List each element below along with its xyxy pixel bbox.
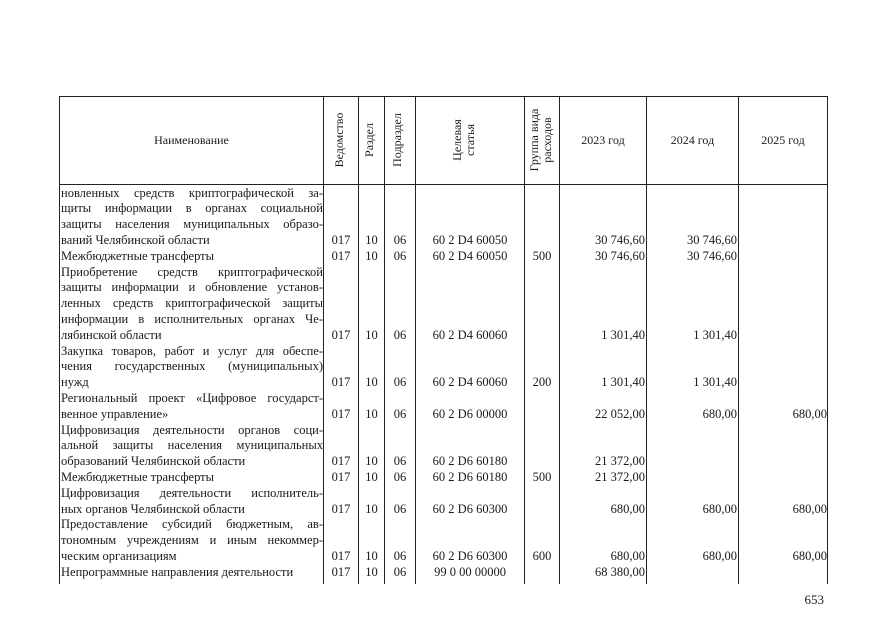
cell-gruppa: 600 (532, 548, 552, 563)
cell-2024: 1 301,40 (693, 375, 737, 390)
row-name-line: альной защиты населения муниципальных (61, 438, 323, 453)
row-name-line: информации в исполнительных органах Че- (61, 311, 323, 326)
cell-2024: 30 746,60 (687, 232, 737, 247)
cell-2023: 21 372,00 (595, 469, 645, 484)
row-name-line: Межбюджетные трансферты (61, 248, 215, 263)
row-name-line: венное управление» (61, 406, 169, 421)
header-gruppa (528, 85, 556, 195)
cell-celevaya: 60 2 D6 60180 (432, 454, 508, 469)
row-name-line: чения государственных (муниципальных) (61, 359, 323, 374)
row-name-line: новленных средств криптографической за- (61, 185, 323, 200)
header-name: Наименование (154, 133, 229, 147)
col-border-grp (524, 96, 525, 584)
cell-2023: 1 301,40 (601, 327, 645, 342)
cell-podrazdel: 06 (393, 454, 407, 469)
cell-celevaya: 60 2 D4 60050 (432, 232, 508, 247)
header-2023: 2023 год (581, 133, 625, 147)
row-name-line: тономным учреждениям и иным некоммер- (61, 533, 323, 548)
page-number: 653 (804, 592, 824, 607)
header-gruppa-line1: Группа вида (527, 108, 541, 172)
row-name-line: образований Челябинской области (61, 454, 246, 469)
header-podrazdel: Подраздел (390, 113, 404, 167)
cell-2023: 30 746,60 (595, 232, 645, 247)
cell-razdel: 10 (365, 548, 378, 563)
row-name-line: Цифровизация деятельности исполнитель- (61, 485, 323, 500)
cell-2025: 680,00 (792, 501, 827, 516)
cell-2023: 680,00 (610, 548, 645, 563)
cell-vedomstvo: 017 (331, 469, 351, 484)
cell-2024: 680,00 (702, 548, 737, 563)
row-name-line: Предоставление субсидий бюджетным, ав- (61, 517, 323, 532)
cell-celevaya: 60 2 D4 60060 (432, 375, 508, 390)
row-name-line: защиты информации и обновление установ- (61, 280, 323, 295)
cell-razdel: 10 (365, 454, 378, 469)
cell-podrazdel: 06 (393, 564, 407, 579)
cell-2024: 1 301,40 (693, 327, 737, 342)
row-name-line: Приобретение средств криптографической (61, 264, 323, 279)
cell-celevaya: 60 2 D6 00000 (432, 406, 508, 421)
cell-razdel: 10 (365, 406, 378, 421)
cell-razdel: 10 (365, 469, 378, 484)
header-razdel: Раздел (362, 123, 376, 157)
row-name-line: Цифровизация деятельности органов соци- (61, 422, 323, 437)
row-name-line: Непрограммные направления деятельности (61, 564, 294, 579)
row-name-line: ваний Челябинской области (61, 232, 210, 247)
row-name-line: защиты населения муниципальных образо- (61, 217, 323, 232)
row-name-line: ных органов Челябинской области (61, 501, 245, 516)
cell-razdel: 10 (365, 501, 378, 516)
header-celevaya-line2: статья (463, 124, 477, 156)
row-name-line: Межбюджетные трансферты (61, 469, 215, 484)
cell-vedomstvo: 017 (331, 327, 351, 342)
row-name-line: нужд (61, 375, 89, 390)
row-name-line: Закупка товаров, работ и услуг для обеспе- (61, 343, 323, 358)
cell-2023: 680,00 (610, 501, 645, 516)
cell-gruppa: 500 (532, 248, 552, 263)
budget-table (59, 96, 828, 584)
cell-vedomstvo: 017 (331, 564, 351, 579)
cell-2023: 68 380,00 (595, 564, 645, 579)
cell-vedomstvo: 017 (331, 501, 351, 516)
cell-vedomstvo: 017 (331, 375, 351, 390)
row-name-line: щиты информации в органах социальной (61, 201, 323, 216)
cell-celevaya: 60 2 D6 60300 (432, 501, 508, 516)
cell-podrazdel: 06 (393, 248, 407, 263)
cell-vedomstvo: 017 (331, 232, 351, 247)
row-name-line: Региональный проект «Цифровое государст- (61, 390, 323, 405)
cell-vedomstvo: 017 (331, 454, 351, 469)
cell-2024: 680,00 (702, 501, 737, 516)
cell-celevaya: 60 2 D4 60050 (432, 248, 508, 263)
cell-razdel: 10 (365, 248, 378, 263)
cell-2023: 22 052,00 (595, 406, 645, 421)
cell-2024: 30 746,60 (687, 248, 737, 263)
cell-2023: 21 372,00 (595, 454, 645, 469)
cell-podrazdel: 06 (393, 232, 407, 247)
cell-podrazdel: 06 (393, 501, 407, 516)
cell-razdel: 10 (365, 375, 378, 390)
cell-celevaya: 60 2 D6 60300 (432, 548, 508, 563)
cell-podrazdel: 06 (393, 548, 407, 563)
cell-vedomstvo: 017 (331, 548, 351, 563)
cell-celevaya: 60 2 D4 60060 (432, 327, 508, 342)
cell-2024: 680,00 (702, 406, 737, 421)
header-celevaya (451, 85, 479, 195)
header-celevaya-line1: Целевая (450, 119, 464, 161)
row-name-line: ленных средств криптографической защиты (61, 296, 323, 311)
header-2024: 2024 год (670, 133, 715, 147)
cell-gruppa: 200 (532, 375, 552, 390)
header-2025: 2025 год (761, 133, 805, 147)
col-border-right (827, 96, 828, 584)
row-name-line: ческим организациям (61, 548, 177, 563)
cell-celevaya: 60 2 D6 60180 (432, 469, 508, 484)
cell-2025: 680,00 (792, 406, 827, 421)
cell-vedomstvo: 017 (331, 248, 351, 263)
cell-celevaya: 99 0 00 00000 (434, 564, 506, 579)
header-vedomstvo: Ведомство (332, 112, 346, 168)
row-name-line: лябинской области (61, 327, 162, 342)
cell-razdel: 10 (365, 232, 378, 247)
cell-razdel: 10 (365, 327, 378, 342)
cell-2025: 680,00 (792, 548, 827, 563)
cell-podrazdel: 06 (393, 406, 407, 421)
cell-2023: 30 746,60 (595, 248, 645, 263)
cell-podrazdel: 06 (393, 375, 407, 390)
cell-razdel: 10 (365, 564, 378, 579)
cell-gruppa: 500 (532, 469, 552, 484)
cell-vedomstvo: 017 (331, 406, 351, 421)
header-gruppa-line2: расходов (540, 117, 554, 163)
cell-2023: 1 301,40 (601, 375, 645, 390)
cell-podrazdel: 06 (393, 327, 407, 342)
cell-podrazdel: 06 (393, 469, 407, 484)
